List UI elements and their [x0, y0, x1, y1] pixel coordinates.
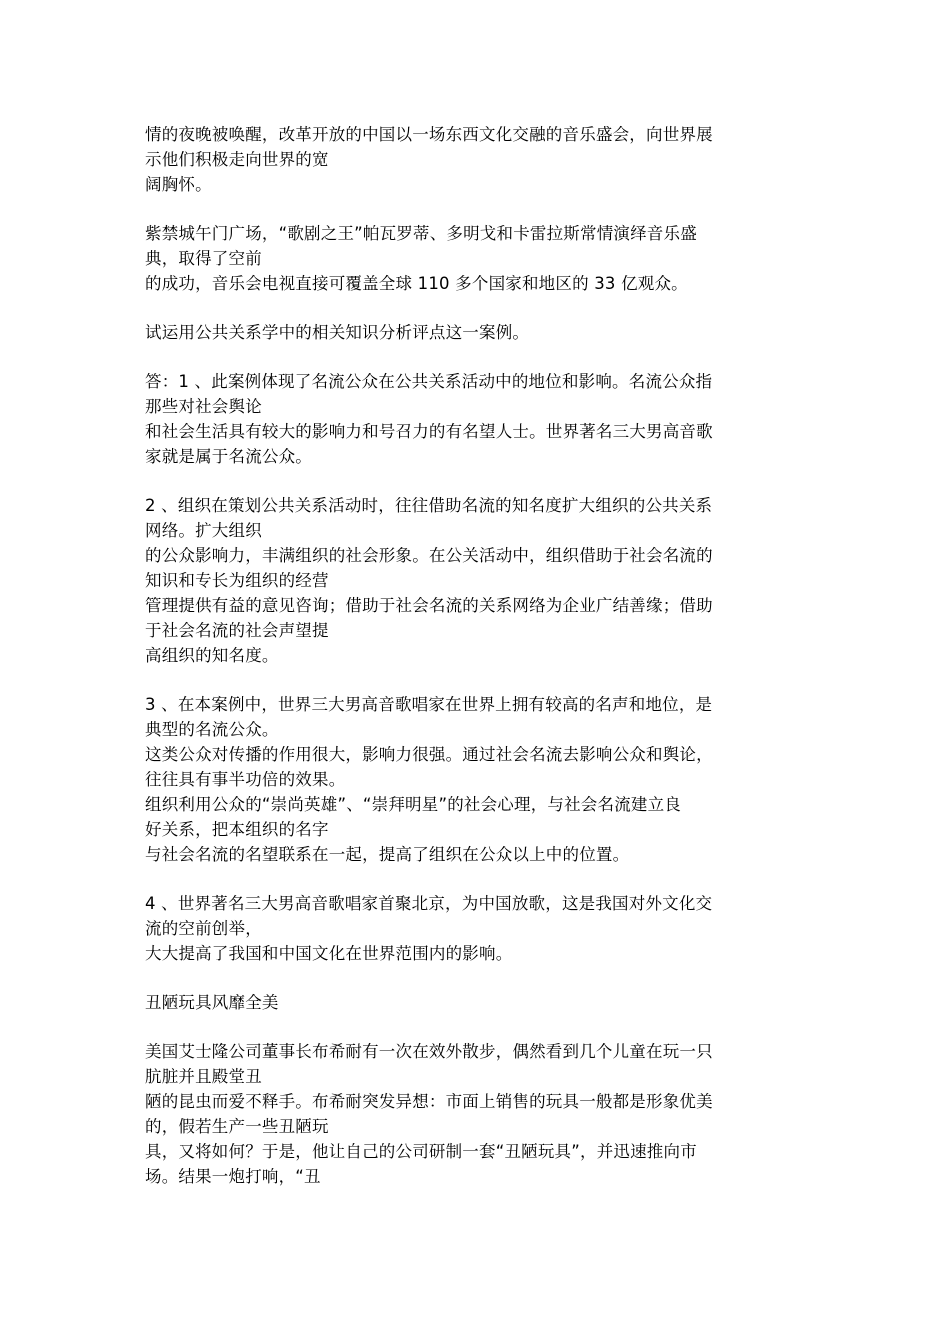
- text-line: 试运用公共关系学中的相关知识分析评点这一案例。: [145, 323, 530, 342]
- paragraph-answer-1: [145, 369, 805, 469]
- text-line: 答：1 、此案例体现了名流公众在公共关系活动中的地位和影响。名流公众指: [145, 372, 713, 391]
- text-line: 知识和专长为组织的经营: [145, 571, 329, 590]
- text-line: 这类公众对传播的作用很大，影响力很强。通过社会名流去影响公众和舆论，: [145, 745, 713, 764]
- section-heading: 丑陋玩具风靡全美: [145, 993, 279, 1012]
- text-line: 网络。扩大组织: [145, 521, 262, 540]
- paragraph-concert-intro: [145, 122, 805, 197]
- text-line: 4 、世界著名三大男高音歌唱家首聚北京，为中国放歌，这是我国对外文化交: [145, 894, 713, 913]
- text-line: 的成功，音乐会电视直接可覆盖全球 110 多个国家和地区的 33 亿观众。: [145, 274, 688, 293]
- text-line: 那些对社会舆论: [145, 397, 262, 416]
- text-line: 典型的名流公众。: [145, 720, 279, 739]
- text-line: 示他们积极走向世界的宽: [145, 150, 329, 169]
- paragraph-ugly-toys: [145, 1039, 805, 1189]
- text-line: 肮脏并且殿堂丑: [145, 1067, 262, 1086]
- text-line: 情的夜晚被唤醒，改革开放的中国以一场东西文化交融的音乐盛会，向世界展: [145, 125, 713, 144]
- text-line: 好关系，把本组织的名字: [145, 820, 329, 839]
- text-line: 组织利用公众的“崇尚英雄”、“崇拜明星”的社会心理，与社会名流建立良: [145, 795, 681, 814]
- text-line: 2 、组织在策划公共关系活动时，往往借助名流的知名度扩大组织的公共关系: [145, 496, 713, 515]
- text-line: 管理提供有益的意见咨询；借助于社会名流的关系网络为企业广结善缘；借助: [145, 596, 713, 615]
- text-line: 的公众影响力，丰满组织的社会形象。在公关活动中，组织借助于社会名流的: [145, 546, 713, 565]
- paragraph-answer-3: [145, 692, 805, 867]
- text-line: 3 、在本案例中，世界三大男高音歌唱家在世界上拥有较高的名声和地位，是: [145, 695, 713, 714]
- text-line: 美国艾士隆公司董事长布希耐有一次在效外散步，偶然看到几个儿童在玩一只: [145, 1042, 713, 1061]
- text-line: 陋的昆虫而爱不释手。布希耐突发异想：市面上销售的玩具一般都是形象优美: [145, 1092, 713, 1111]
- paragraph-concert-venue: [145, 221, 805, 296]
- text-line: 与社会名流的名望联系在一起，提高了组织在公众以上中的位置。: [145, 845, 630, 864]
- text-line: 紫禁城午门广场，“歌剧之王”帕瓦罗蒂、多明戈和卡雷拉斯常情演绎音乐盛: [145, 224, 697, 243]
- text-line: 典，取得了空前: [145, 249, 262, 268]
- paragraph-question: [145, 320, 805, 345]
- text-line: 的，假若生产一些丑陋玩: [145, 1117, 329, 1136]
- text-line: 于社会名流的社会声望提: [145, 621, 329, 640]
- text-line: 场。结果一炮打响，“丑: [145, 1167, 321, 1186]
- paragraph-answer-2: [145, 493, 805, 668]
- text-line: 流的空前创举，: [145, 919, 262, 938]
- text-line: 家就是属于名流公众。: [145, 447, 312, 466]
- text-line: 和社会生活具有较大的影响力和号召力的有名望人士。世界著名三大男高音歌: [145, 422, 713, 441]
- text-line: 具，又将如何？于是，他让自己的公司研制一套“丑陋玩具”，并迅速推向市: [145, 1142, 697, 1161]
- text-line: 往往具有事半功倍的效果。: [145, 770, 346, 789]
- text-line: 阔胸怀。: [145, 175, 212, 194]
- text-line: 大大提高了我国和中国文化在世界范围内的影响。: [145, 944, 513, 963]
- paragraph-answer-4: [145, 891, 805, 966]
- section-title: [145, 990, 805, 1015]
- text-line: 高组织的知名度。: [145, 646, 279, 665]
- document-page: [145, 122, 805, 1213]
